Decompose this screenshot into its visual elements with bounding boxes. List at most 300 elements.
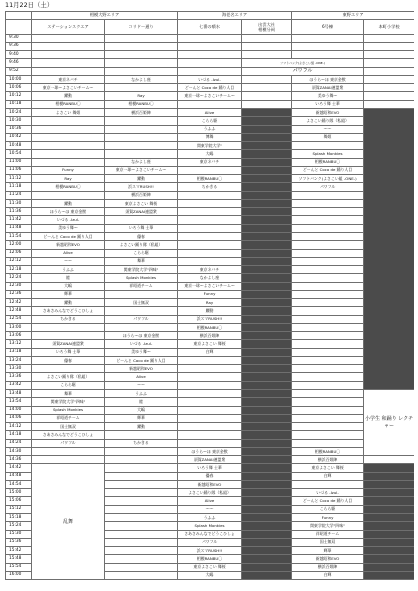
time-row [6,183,415,191]
performer-cell [105,290,178,298]
performer-cell [105,84,178,92]
performer-cell: よさこい踊り隊（私組） [292,117,364,125]
time-cell: 10:30 [6,117,32,125]
closed-cell [364,563,414,571]
schedule-body [6,34,415,580]
performer-cell: 東京よさこい 舞桜 [292,464,364,472]
time-cell: 12:24 [6,274,32,282]
closed-cell [242,571,292,579]
performer-cell: 躍動 [105,175,178,183]
performer-cell: 横浜百姫陣 [105,191,178,199]
closed-cell [242,348,292,356]
performer-cell [292,232,364,240]
closed-cell [242,133,292,141]
performer-cell [292,439,364,447]
performer-cell [105,42,178,50]
time-row [6,348,415,356]
time-cell: 10:24 [6,108,32,116]
corner-cell [6,12,32,20]
performer-cell: 輝華 [292,547,364,555]
performer-cell [178,406,242,414]
performer-cell [32,158,105,166]
closed-cell [242,505,292,513]
performer-cell [178,67,242,75]
closed-cell [364,108,414,389]
time-cell: 14:06 [6,414,32,422]
performer-cell: 東京一球〜よさこいチーム〜 [178,92,242,100]
performer-cell: 関東学院大学"四味" [105,266,178,274]
performer-cell: 相模RANBU〇 [178,555,242,563]
performer-cell: 白輝 [292,472,364,480]
time-cell: 10:18 [6,100,32,108]
time-cell: 11:42 [6,216,32,224]
time-row [6,365,415,373]
closed-cell [242,282,292,290]
closed-cell [364,522,414,530]
time-cell: 11:12 [6,175,32,183]
performer-cell: Ray [178,299,242,307]
stage-header: 6号棟 [292,19,364,34]
performer-cell [292,414,364,422]
performer-cell: ソフトバンク(よさこい組 -ONE-) [242,59,364,67]
time-row [6,266,415,274]
schedule-sheet [5,11,414,587]
performer-cell [105,51,178,59]
performer-cell [178,100,242,108]
performer-cell: 美ゆう舞〜 [32,224,105,232]
performer-cell: 〜〜 [105,381,178,389]
performer-cell: 横浜百姫陣 [178,332,242,340]
performer-cell: 大嶋 [105,406,178,414]
performer-cell: いづる -Izul- [292,489,364,497]
time-row [6,257,415,265]
closed-cell [242,530,292,538]
closed-cell [242,166,292,174]
performer-cell: 優春 [178,472,242,480]
time-cell: 15:48 [6,555,32,563]
closed-cell [242,108,292,116]
closed-cell [364,472,414,480]
performer-cell [178,42,242,50]
performer-cell: いづる -Izul- [32,216,105,224]
performer-cell: 大嶋 [178,150,242,158]
performer-cell: 東京ネバチ [32,75,105,83]
performer-cell: うふふ [178,125,242,133]
time-row [6,282,415,290]
performer-cell [292,208,364,216]
time-row [6,249,415,257]
time-row [6,108,415,116]
performer-cell [364,51,414,59]
performer-cell: 浜スマRUSH!! [178,547,242,555]
performer-cell: 新越昭和EVO [292,108,364,116]
performer-cell [242,84,292,92]
performer-cell [105,117,178,125]
time-cell: 12:42 [6,299,32,307]
area-header: 海老名エリア [178,12,292,20]
time-row [6,274,415,282]
performer-cell [364,42,414,50]
time-cell: 15:54 [6,563,32,571]
time-cell: 12:12 [6,257,32,265]
time-row [6,216,415,224]
performer-cell: Splash Monkies [32,406,105,414]
performer-cell: よさこい踊り隊（私組） [32,373,105,381]
performer-cell: 白輝 [292,571,364,579]
closed-cell [242,274,292,282]
closed-cell [242,191,292,199]
performer-cell: 睦 [32,274,105,282]
closed-cell [364,514,414,522]
performer-cell: よさこい踊り隊（私組） [105,241,178,249]
time-cell: 14:36 [6,456,32,464]
performer-cell: よさこい踊り隊（私組） [178,489,242,497]
time-cell: 14:54 [6,480,32,488]
performer-cell: Funny [292,514,364,522]
performer-cell [178,232,242,240]
performer-cell [105,555,178,563]
performer-cell [178,365,242,373]
closed-cell [242,150,292,158]
time-cell: 11:36 [6,208,32,216]
time-row [6,406,415,414]
performer-cell [32,447,105,455]
performer-cell [178,431,242,439]
time-cell: 12:18 [6,266,32,274]
time-row [6,381,415,389]
performer-cell: 美ゆう舞〜 [292,92,364,100]
performer-cell: ちかきる [178,183,242,191]
performer-cell: 躍動 [32,299,105,307]
performer-cell [292,323,364,331]
performer-cell [242,42,292,50]
time-cell: 13:18 [6,348,32,356]
performer-cell [364,92,414,100]
closed-cell [242,547,292,555]
performer-cell [105,447,178,455]
performer-cell: 相模RANBU〇 [32,183,105,191]
performer-cell: 新越昭和EVO [178,480,242,488]
closed-cell [242,514,292,522]
performer-cell: ほうら〜ほ 東京金獣 [178,447,242,455]
performer-cell: Splash Monkies [178,522,242,530]
time-cell: 11:00 [6,158,32,166]
closed-cell [242,315,292,323]
performer-cell [292,340,364,348]
performer-cell: 躍動 [32,92,105,100]
performer-cell: 美ゆう舞〜 [105,348,178,356]
closed-cell [364,480,414,488]
performer-cell: どーんと Coco de 踊り人目 [178,84,242,92]
performer-cell: こらら駆 [32,381,105,389]
performer-cell [178,423,242,431]
performer-cell: うふふ [178,514,242,522]
time-row [6,356,415,364]
closed-cell [242,365,292,373]
performer-cell [292,42,364,50]
closed-cell [242,208,292,216]
performer-cell [292,257,364,265]
performer-cell [242,100,292,108]
performer-cell [105,530,178,538]
time-row [6,125,415,133]
closed-cell [242,406,292,414]
performer-cell: 新越昭和EVO [292,555,364,563]
time-row [6,133,415,141]
performer-cell: 浜スマRUSH!! [105,183,178,191]
closed-cell [242,216,292,224]
performer-cell: 舞華 [105,257,178,265]
time-cell: 14:24 [6,439,32,447]
performer-cell: いろう舞 士華 [178,464,242,472]
performer-cell: 輝華 [105,414,178,422]
closed-cell [242,456,292,464]
time-cell: 9:46 [6,59,32,67]
time-row [6,191,415,199]
performer-cell [178,414,242,422]
time-cell: 13:42 [6,381,32,389]
performer-cell: パワフル [105,315,178,323]
closed-cell [242,340,292,348]
performer-cell: ちかきる [32,315,105,323]
performer-cell: 国士無双 [32,423,105,431]
performer-cell [292,431,364,439]
performer-cell: 東京一球〜よさこいチーム〜 [32,84,105,92]
time-cell: 12:36 [6,290,32,298]
stage-header: 七番の噴水 [178,19,242,34]
performer-cell: ほうら〜ほ 東京金獣 [105,332,178,340]
time-row [6,340,415,348]
performer-cell: ほうら〜ほ 東京金獣 [292,75,364,83]
time-cell: 11:06 [6,166,32,174]
performer-cell: 相模RANBU〇 [178,175,242,183]
time-cell: 13:12 [6,340,32,348]
performer-cell [292,348,364,356]
performer-cell: 舞華 [32,390,105,398]
performer-cell: 相模RANBU〇 [105,100,178,108]
time-row [6,166,415,174]
time-cell: 15:24 [6,522,32,530]
performer-cell [292,406,364,414]
performer-cell: いろう舞 士華 [292,100,364,108]
performer-cell: Splash Monkies [105,274,178,282]
performer-cell: いづる -Izul- [178,75,242,83]
performer-cell [292,332,364,340]
performer-cell: Alive [32,249,105,257]
closed-cell [242,117,292,125]
time-cell: 14:30 [6,447,32,455]
time-cell: 10:48 [6,142,32,150]
performer-cell: 博舞 [178,133,242,141]
performer-cell: こらら駆 [105,249,178,257]
performer-cell [105,522,178,530]
performer-cell: Ray [105,92,178,100]
time-cell: 9:52 [6,67,32,75]
time-cell: 9:30 [6,34,32,42]
performer-cell [292,307,364,315]
performer-cell: 横浜百姫陣 [292,456,364,464]
performer-cell [178,51,242,59]
page-date: 11月22日（土） [5,1,54,9]
closed-cell [242,232,292,240]
performer-cell: 相模RANBU〇 [32,100,105,108]
performer-cell: 国士無双 [292,538,364,546]
time-cell: 15:42 [6,547,32,555]
time-cell: 13:06 [6,332,32,340]
time-row [6,84,415,92]
performer-cell [364,75,414,83]
performer-cell: 新越昭和EVO [105,365,178,373]
time-row [6,464,415,472]
time-cell: 14:18 [6,431,32,439]
performer-cell [178,224,242,232]
time-cell: 10:54 [6,150,32,158]
performer-cell [178,257,242,265]
closed-cell [242,489,292,497]
performer-cell [364,67,414,75]
time-cell: 10:42 [6,133,32,141]
performer-cell [364,100,414,108]
performer-cell [105,480,178,488]
performer-cell: 国士無双 [105,299,178,307]
closed-cell [242,241,292,249]
performer-cell: 相模RANBU〇 [292,158,364,166]
time-row [6,232,415,240]
closed-cell [242,423,292,431]
time-cell: 12:30 [6,282,32,290]
time-cell: 10:36 [6,125,32,133]
performer-cell [292,299,364,307]
performer-cell [178,216,242,224]
performer-cell [32,67,105,75]
performer-cell: 東京一球〜よさこいチーム〜 [105,166,178,174]
time-cell: 14:48 [6,472,32,480]
closed-cell [242,439,292,447]
performer-cell [105,514,178,522]
performer-cell: 〜〜 [292,125,364,133]
performer-cell [292,199,364,207]
time-cell: 13:54 [6,398,32,406]
performer-cell: 躍動 [178,307,242,315]
performer-cell: Funny [32,166,105,174]
performer-cell [292,290,364,298]
performer-cell [105,497,178,505]
time-cell: 12:54 [6,315,32,323]
time-row [6,199,415,207]
performer-cell: さあさみんなでどうこひしょ [32,307,105,315]
time-cell: 10:00 [6,75,32,83]
closed-cell [242,307,292,315]
performer-cell: パワフル [178,538,242,546]
closed-cell [242,224,292,232]
performer-cell: どーんと Coco de 踊り人目 [32,232,105,240]
performer-cell [292,423,364,431]
performer-cell: 祥昭道チーム [292,530,364,538]
performer-cell: Alive [105,373,178,381]
performer-cell [105,125,178,133]
time-row [6,315,415,323]
time-cell: 11:48 [6,224,32,232]
performer-cell [105,431,178,439]
performer-cell: 東京よさこい 舞桜 [178,340,242,348]
performer-cell: 須賀ZANAI連盟衆 [105,208,178,216]
time-cell: 10:12 [6,92,32,100]
performer-cell: なかよし座 [178,274,242,282]
time-cell: 16:00 [6,571,32,579]
time-row [6,332,415,340]
performer-cell: 白輝 [178,348,242,356]
closed-cell [242,381,292,389]
performer-cell: 東京よさこい 舞桜 [105,199,178,207]
time-row [6,142,415,150]
closed-cell [242,390,292,398]
performer-cell: どーんと Coco de 踊り人目 [292,166,364,174]
performer-cell: 須賀ZANAI連盟衆 [292,84,364,92]
closed-cell [364,555,414,563]
closed-cell [242,158,292,166]
time-row [6,323,415,331]
performer-cell: パワフル [292,183,364,191]
performer-cell: なかよし座 [105,75,178,83]
performer-cell: 相模RANBU〇 [292,447,364,455]
time-row [6,208,415,216]
performer-cell [242,75,292,83]
performer-cell [364,59,414,67]
performer-cell: 須賀ZANAI連盟衆 [178,456,242,464]
performer-cell [105,34,178,42]
time-cell: 15:00 [6,489,32,497]
closed-cell [242,356,292,364]
performer-cell: よさこい 舞姫 [32,108,105,116]
performer-cell: ほうら〜ほ 東京金獣 [32,208,105,216]
performer-cell [32,191,105,199]
time-row [6,100,415,108]
time-cell: 14:12 [6,423,32,431]
closed-cell [242,175,292,183]
performer-cell [105,505,178,513]
performer-cell: 新越昭和EVO [32,241,105,249]
closed-cell [242,398,292,406]
performer-cell [32,59,105,67]
performer-cell [364,456,414,464]
time-row [6,67,415,75]
performer-cell: 祥昭道チーム [32,414,105,422]
performer-cell: 躍動 [32,199,105,207]
performer-cell [105,323,178,331]
performer-cell [178,199,242,207]
performer-cell [178,398,242,406]
performer-cell: Alive [178,108,242,116]
closed-cell [364,547,414,555]
performer-cell [105,456,178,464]
time-cell: 15:18 [6,514,32,522]
time-row [6,158,415,166]
time-cell: 11:24 [6,191,32,199]
time-cell: 13:48 [6,390,32,398]
time-cell: 14:00 [6,406,32,414]
performer-cell: 相模RANBU〇 [178,323,242,331]
closed-cell [364,530,414,538]
time-row [6,75,415,83]
time-cell: 15:36 [6,538,32,546]
performer-cell: 東京ネバチ [178,158,242,166]
time-row [6,398,415,406]
performer-cell: Alive [178,497,242,505]
performer-cell [105,150,178,158]
closed-cell [242,183,292,191]
time-row [6,431,415,439]
performer-cell [32,34,105,42]
